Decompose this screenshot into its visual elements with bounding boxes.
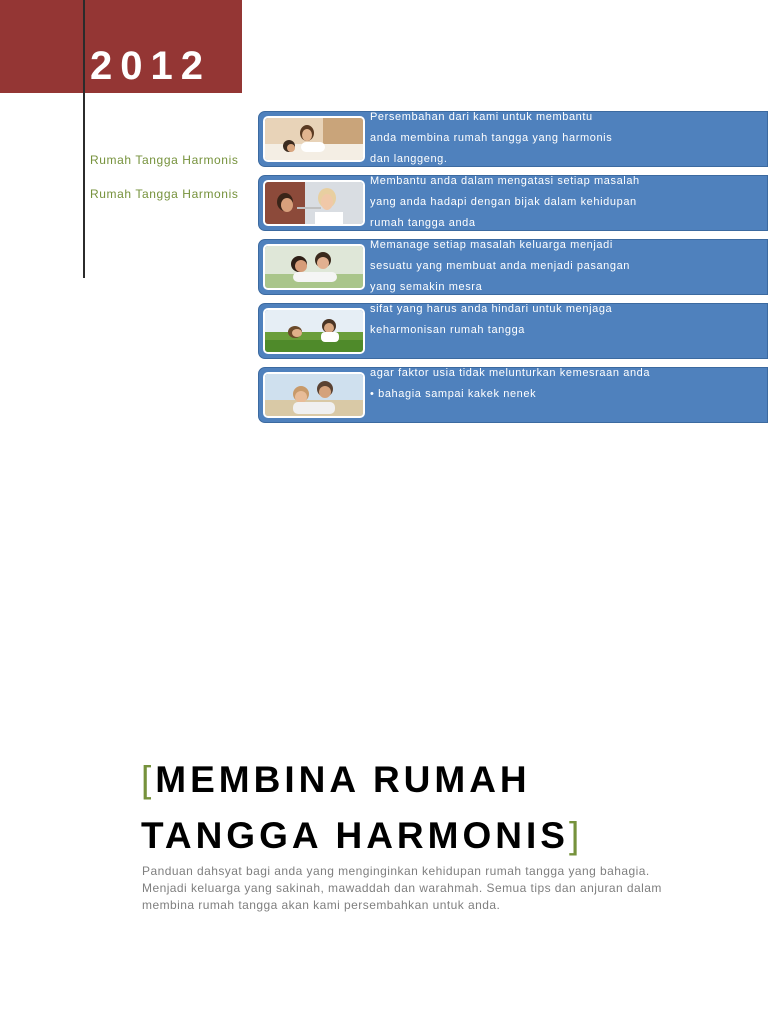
close-bracket: ] [568,815,584,856]
panel-4-text [370,299,612,341]
info-panel-2 [258,175,768,231]
panel-text-line: yang anda hadapi dengan bijak dalam kehidupan [370,196,637,208]
panel-text-line: sesuatu yang membuat anda menjadi pasangan [370,260,631,272]
panel-text-line: anda membina rumah tangga yang harmonis [370,132,613,144]
open-bracket: [ [141,759,156,800]
vertical-divider [83,0,85,278]
year-label: 2012 [90,44,211,88]
info-panel-1 [258,111,768,167]
couple-grass-photo [263,308,365,354]
info-panel-3 [258,239,768,295]
panel-text-line: dan langgeng. [370,153,448,165]
title-line-2 [141,808,583,864]
title-text-2: TANGGA HARMONIS [141,815,569,856]
panel-text-line: Membantu anda dalam mengatasi setiap masalah [370,175,640,187]
panel-text-line: sifat yang harus anda hindari untuk menjaga [370,303,613,315]
panel-text-line: Persembahan dari kami untuk membantu [370,111,593,123]
panel-text-line: • bahagia sampai kakek nenek [370,388,537,400]
panel-3-text [370,235,630,298]
title-line-1 [141,752,583,808]
couple-bedroom-photo [263,116,365,162]
info-panel-4 [258,303,768,359]
side-note-1: Rumah Tangga Harmonis [90,153,239,167]
title-text-1: MEMBINA RUMAH [155,759,531,800]
panel-text-line: agar faktor usia tidak melunturkan kemesraan anda [370,367,651,379]
document-subtitle: Panduan dahsyat bagi anda yang menginginkan kehidupan rumah tangga yang bahagia. Menjadi keluarga yang sakinah, mawaddah dan warahmah. Semua tips dan anjuran dalam membina rumah tangga akan kami persembahkan untuk anda. [142,864,662,912]
panel-text-line: rumah tangga anda [370,217,476,229]
document-title [141,752,583,864]
couple-beach-photo [263,372,365,418]
info-panel-5 [258,367,768,423]
couple-embrace-photo [263,244,365,290]
panel-text-line: yang semakin mesra [370,281,483,293]
panel-text-line: keharmonisan rumah tangga [370,324,526,336]
panel-5-text [370,363,650,405]
panel-1-text [370,107,612,170]
panel-text-line: Memanage setiap masalah keluarga menjadi [370,239,613,251]
couple-feeding-photo [263,180,365,226]
panel-2-text [370,171,640,234]
side-note-2: Rumah Tangga Harmonis [90,187,239,201]
